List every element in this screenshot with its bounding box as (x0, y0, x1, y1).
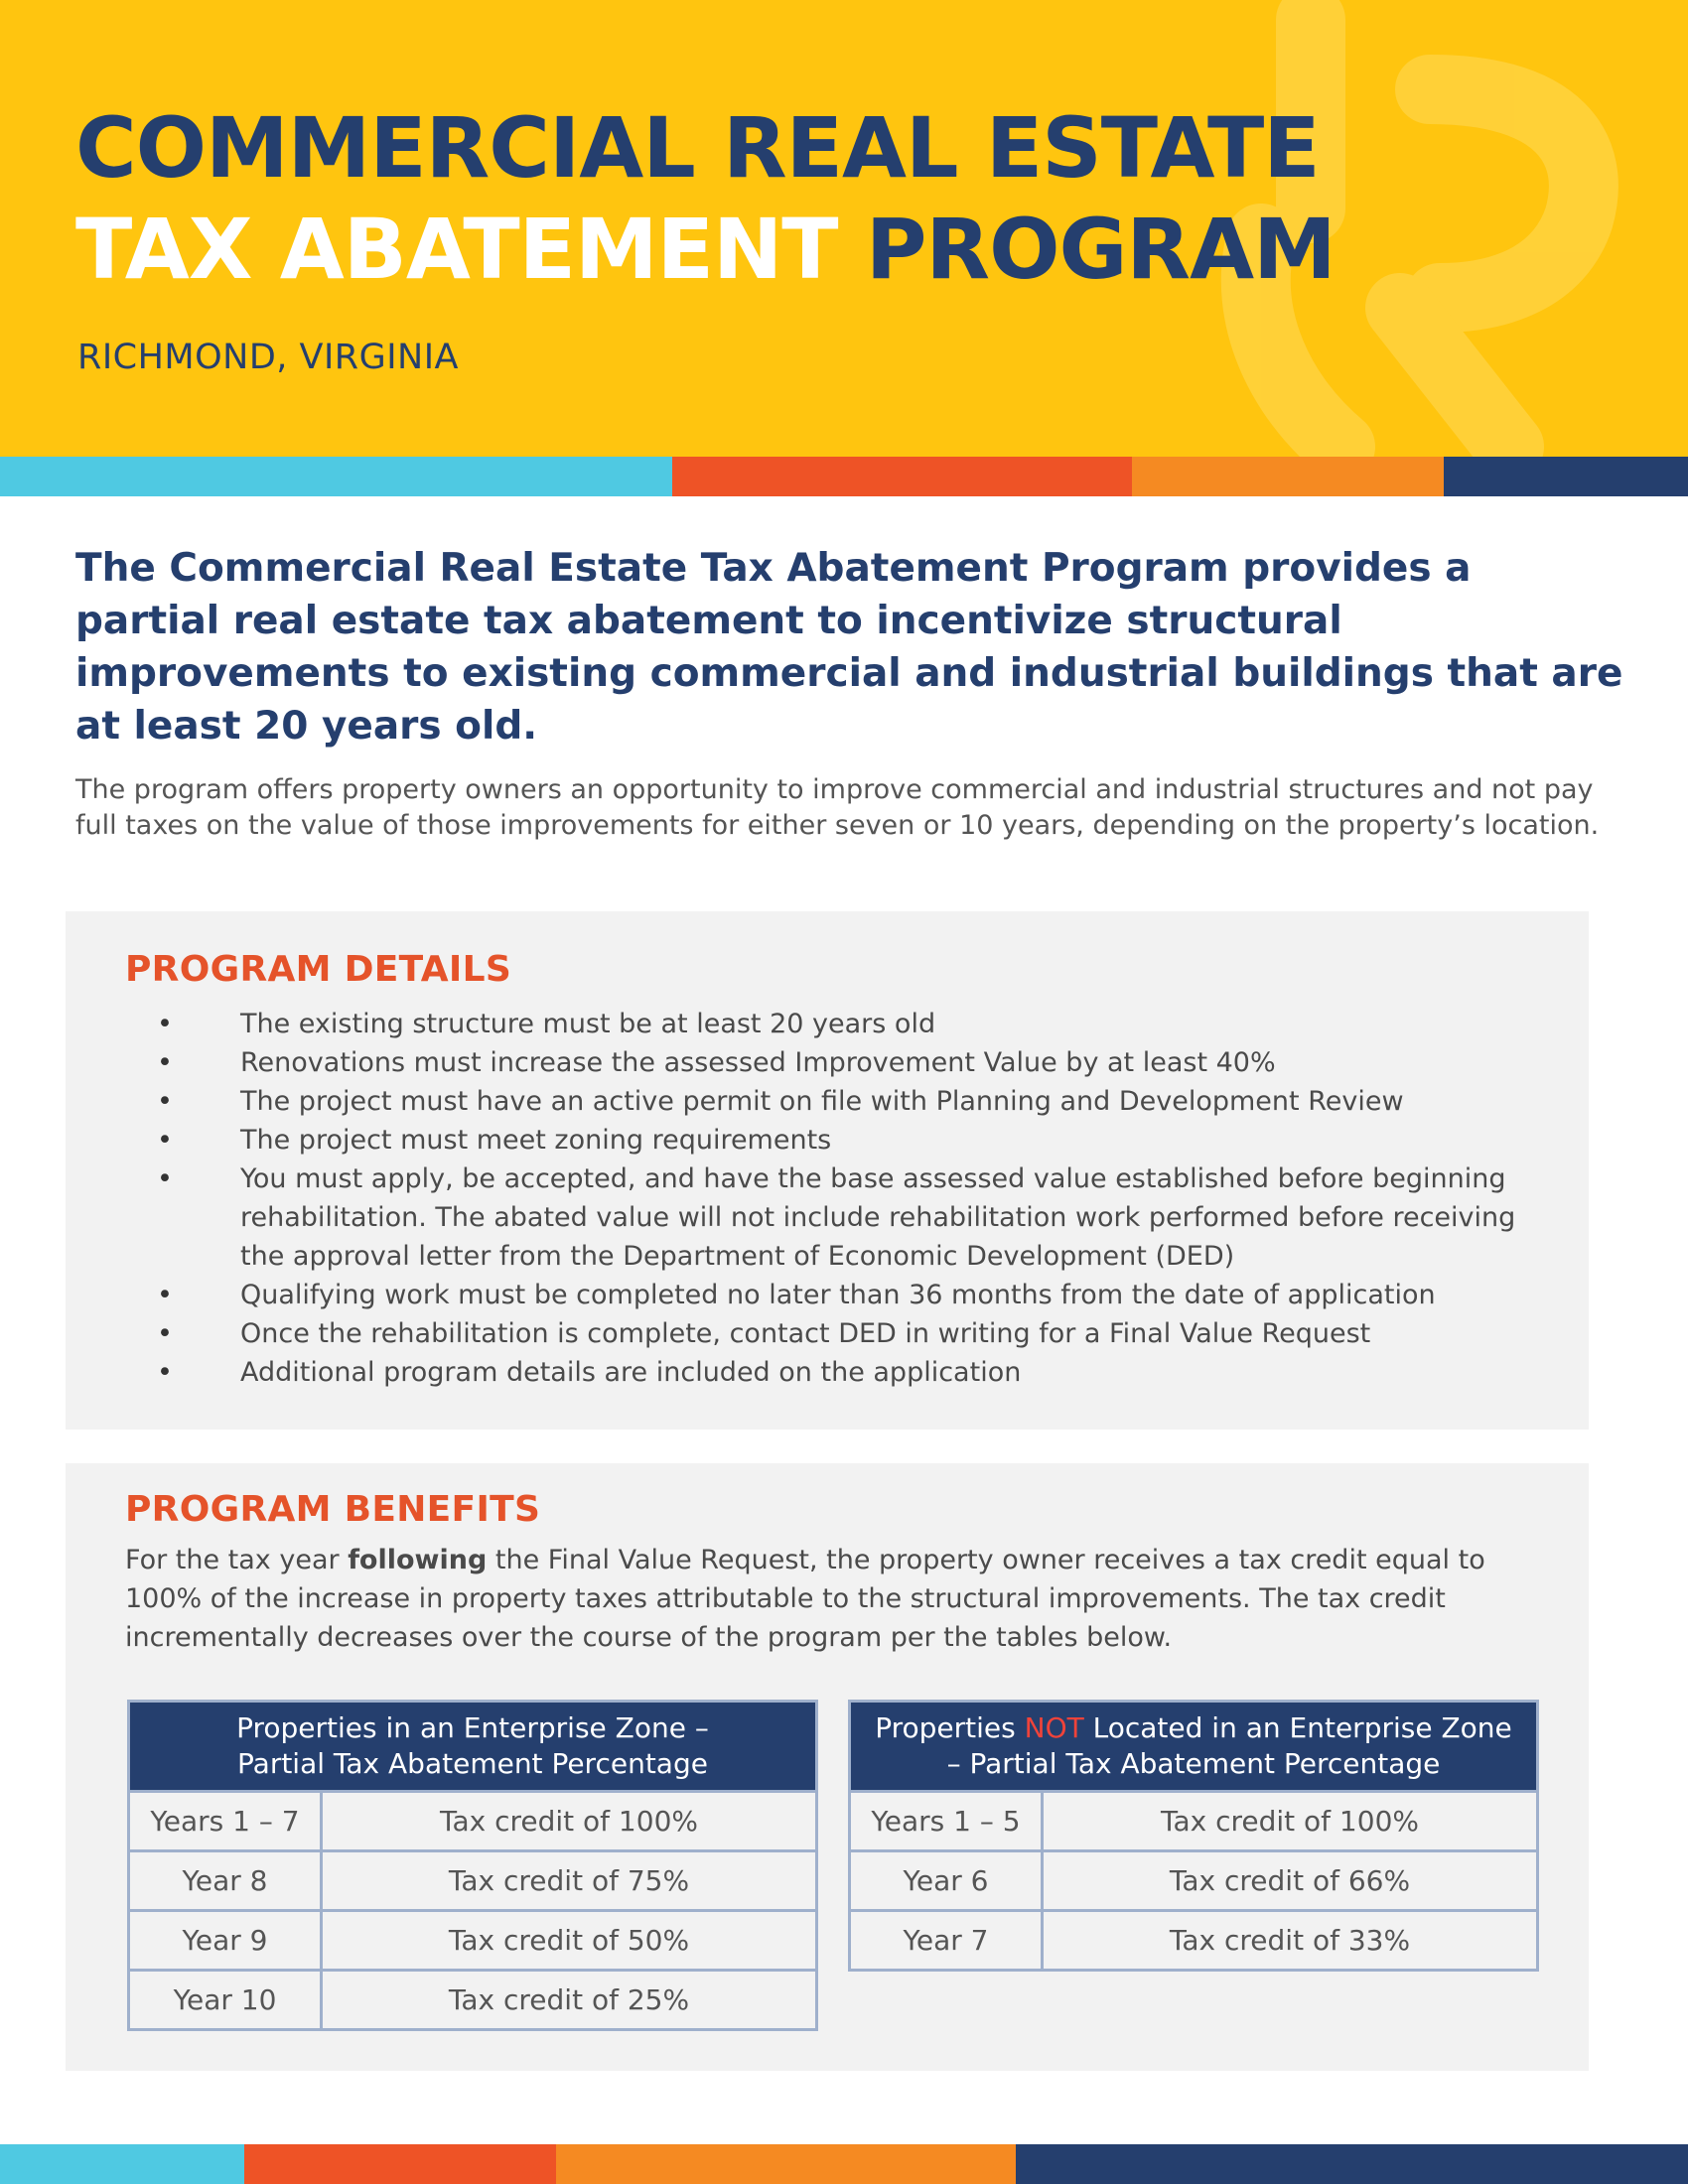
program-details-panel (66, 911, 1589, 1430)
benefits-text-part: For the tax year (125, 1545, 349, 1575)
table-row (129, 1792, 817, 1851)
list-item: • You must apply, be accepted, and have the base assessed value established before beginning rehabilitation. The abated value will not include rehabilitation work performed before receiving the approval letter from the Department of Economic Development (DED) (125, 1160, 1555, 1276)
table-row (129, 1911, 817, 1971)
table-row (850, 1792, 1538, 1851)
table-header-not: NOT (1024, 1711, 1084, 1744)
credit-cell: Tax credit of 25% (322, 1971, 817, 2030)
table-row (129, 1851, 817, 1911)
list-item: • Once the rehabilitation is complete, contact DED in writing for a Final Value Request (125, 1314, 1555, 1353)
table-row (850, 1851, 1538, 1911)
intro-lead: The Commercial Real Estate Tax Abatement Program provides a partial real estate tax abatement to incentivize structural improvements to existing commercial and industrial buildings that are at least 20 years old. (75, 546, 1623, 749)
program-details-list (125, 1005, 1555, 1392)
color-stripe-orange (1132, 457, 1444, 496)
year-cell: Year 6 (850, 1851, 1043, 1911)
year-cell: Year 8 (129, 1851, 322, 1911)
program-benefits-heading: PROGRAM BENEFITS (125, 1489, 541, 1530)
list-item: • Renovations must increase the assessed Improvement Value by at least 40% (125, 1043, 1555, 1082)
color-stripe-navy (1444, 457, 1688, 496)
table-header-line: – Partial Tax Abatement Percentage (946, 1747, 1441, 1780)
year-cell: Year 7 (850, 1911, 1043, 1971)
location-subtitle: RICHMOND, VIRGINIA (77, 338, 460, 377)
table-header-text: Located in an Enterprise Zone (1083, 1711, 1512, 1744)
title-program-word: PROGRAM (865, 201, 1336, 298)
credit-cell: Tax credit of 100% (322, 1792, 817, 1851)
year-cell: Years 1 – 7 (129, 1792, 322, 1851)
table-row (129, 1971, 817, 2030)
table-header (850, 1702, 1538, 1792)
table-header-text: Properties (875, 1711, 1025, 1744)
header-banner (0, 0, 1688, 457)
table-header-line: Partial Tax Abatement Percentage (237, 1747, 708, 1780)
year-cell: Years 1 – 5 (850, 1792, 1043, 1851)
title-line-2 (75, 199, 1336, 300)
credit-cell: Tax credit of 100% (1043, 1792, 1538, 1851)
color-stripe-orange (556, 2144, 1016, 2184)
table-header (129, 1702, 817, 1792)
list-item: • Qualifying work must be completed no later than 36 months from the date of application (125, 1276, 1555, 1314)
benefits-text-part: the Final Value Request, the property owner receives a tax credit equal to 100% of the increase in property taxes attributable to the structural improvements. The tax credit incrementally decreases over the course of the program per the tables below. (125, 1545, 1485, 1653)
color-stripe-cyan (0, 457, 672, 496)
credit-cell: Tax credit of 50% (322, 1911, 817, 1971)
list-item: • The project must have an active permit on file with Planning and Development Review (125, 1082, 1555, 1121)
credit-cell: Tax credit of 75% (322, 1851, 817, 1911)
credit-cell: Tax credit of 66% (1043, 1851, 1538, 1911)
benefits-text-emphasis: following (348, 1545, 488, 1575)
program-benefits-text (125, 1541, 1555, 1657)
color-stripe-navy (1016, 2144, 1688, 2184)
intro-body: The program offers property owners an opportunity to improve commercial and industrial structures and not pay full taxes on the value of those improvements for either seven or 10 years, depending on the property’s location. (75, 774, 1600, 841)
color-stripe-red (244, 2144, 556, 2184)
page-title (75, 97, 1336, 300)
program-benefits-panel (66, 1463, 1589, 2071)
credit-cell: Tax credit of 33% (1043, 1911, 1538, 1971)
year-cell: Year 10 (129, 1971, 322, 2030)
list-item: • Additional program details are included on the application (125, 1353, 1555, 1392)
program-details-heading: PROGRAM DETAILS (125, 949, 512, 990)
color-stripe-red (672, 457, 1132, 496)
table-header-line: Properties in an Enterprise Zone – (236, 1711, 709, 1744)
non-enterprise-zone-table (848, 1700, 1539, 1972)
color-stripe-cyan (0, 2144, 244, 2184)
list-item: • The project must meet zoning requirements (125, 1121, 1555, 1160)
enterprise-zone-table (127, 1700, 818, 2031)
year-cell: Year 9 (129, 1911, 322, 1971)
table-row (850, 1911, 1538, 1971)
list-item: • The existing structure must be at least 20 years old (125, 1005, 1555, 1043)
title-line-1: COMMERCIAL REAL ESTATE (75, 99, 1320, 197)
title-highlight: TAX ABATEMENT (75, 201, 838, 298)
